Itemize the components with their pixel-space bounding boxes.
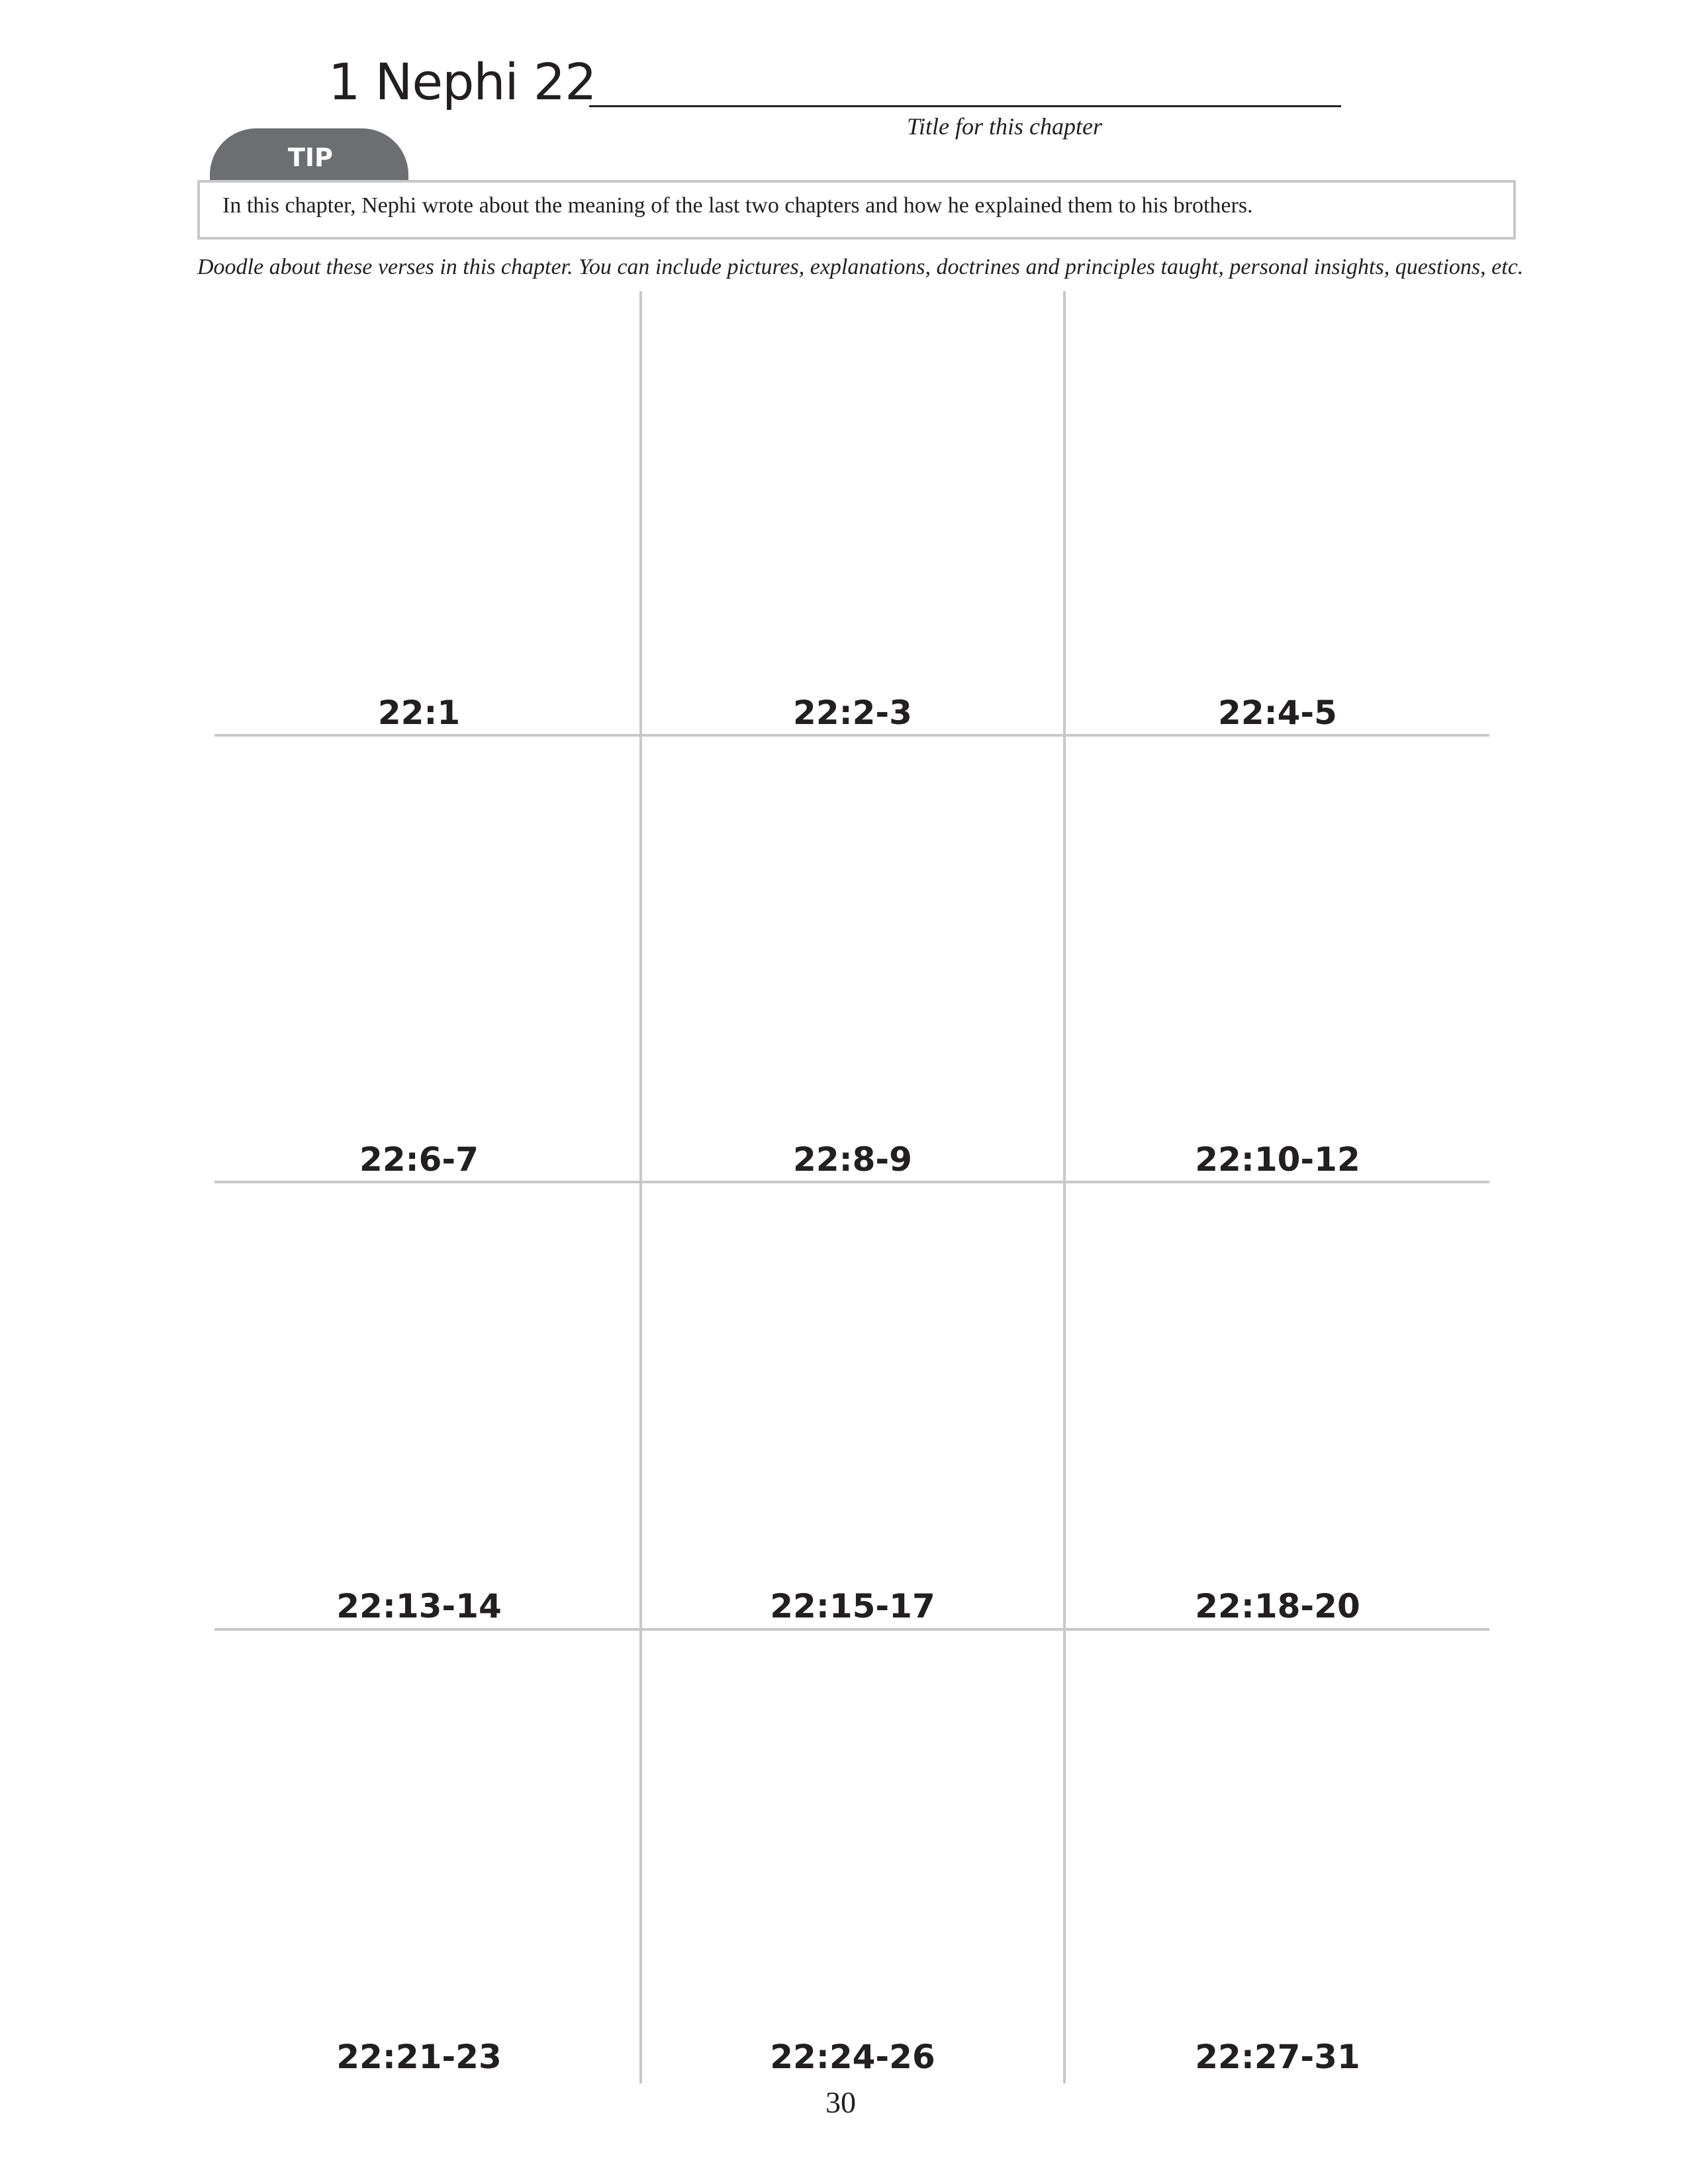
grid-divider-horizontal-2: [214, 1181, 1489, 1183]
tip-label: TIP: [288, 143, 333, 172]
verse-label: 22:21-23: [336, 2038, 502, 2076]
grid-divider-vertical-1: [639, 291, 642, 2083]
grid-divider-horizontal-1: [214, 734, 1489, 737]
grid-divider-vertical-2: [1063, 291, 1066, 2083]
verse-label: 22:15-17: [770, 1587, 935, 1625]
verse-label: 22:8-9: [793, 1140, 912, 1179]
verse-label: 22:24-26: [770, 2038, 935, 2076]
verse-label: 22:27-31: [1195, 2038, 1360, 2076]
verse-label: 22:18-20: [1195, 1587, 1360, 1625]
verse-label: 22:6-7: [359, 1140, 479, 1179]
doodle-instructions: Doodle about these verses in this chapter. You can include pictures, explanations, doctrines and principles taught, personal insights, questions, etc.: [197, 255, 1524, 279]
verse-label: 22:13-14: [336, 1587, 502, 1625]
title-caption: Title for this chapter: [907, 113, 1103, 140]
page-number: 30: [825, 2085, 856, 2119]
chapter-title: 1 Nephi 22: [328, 52, 596, 111]
verse-label: 22:4-5: [1218, 694, 1337, 732]
verse-label: 22:10-12: [1195, 1140, 1360, 1179]
chapter-title-write-line[interactable]: [589, 105, 1341, 107]
verse-label: 22:1: [377, 694, 461, 732]
verse-label: 22:2-3: [793, 694, 912, 732]
grid-divider-horizontal-3: [214, 1628, 1489, 1631]
tip-text: In this chapter, Nephi wrote about the meaning of the last two chapters and how he explained them to his brothers.: [222, 193, 1253, 218]
